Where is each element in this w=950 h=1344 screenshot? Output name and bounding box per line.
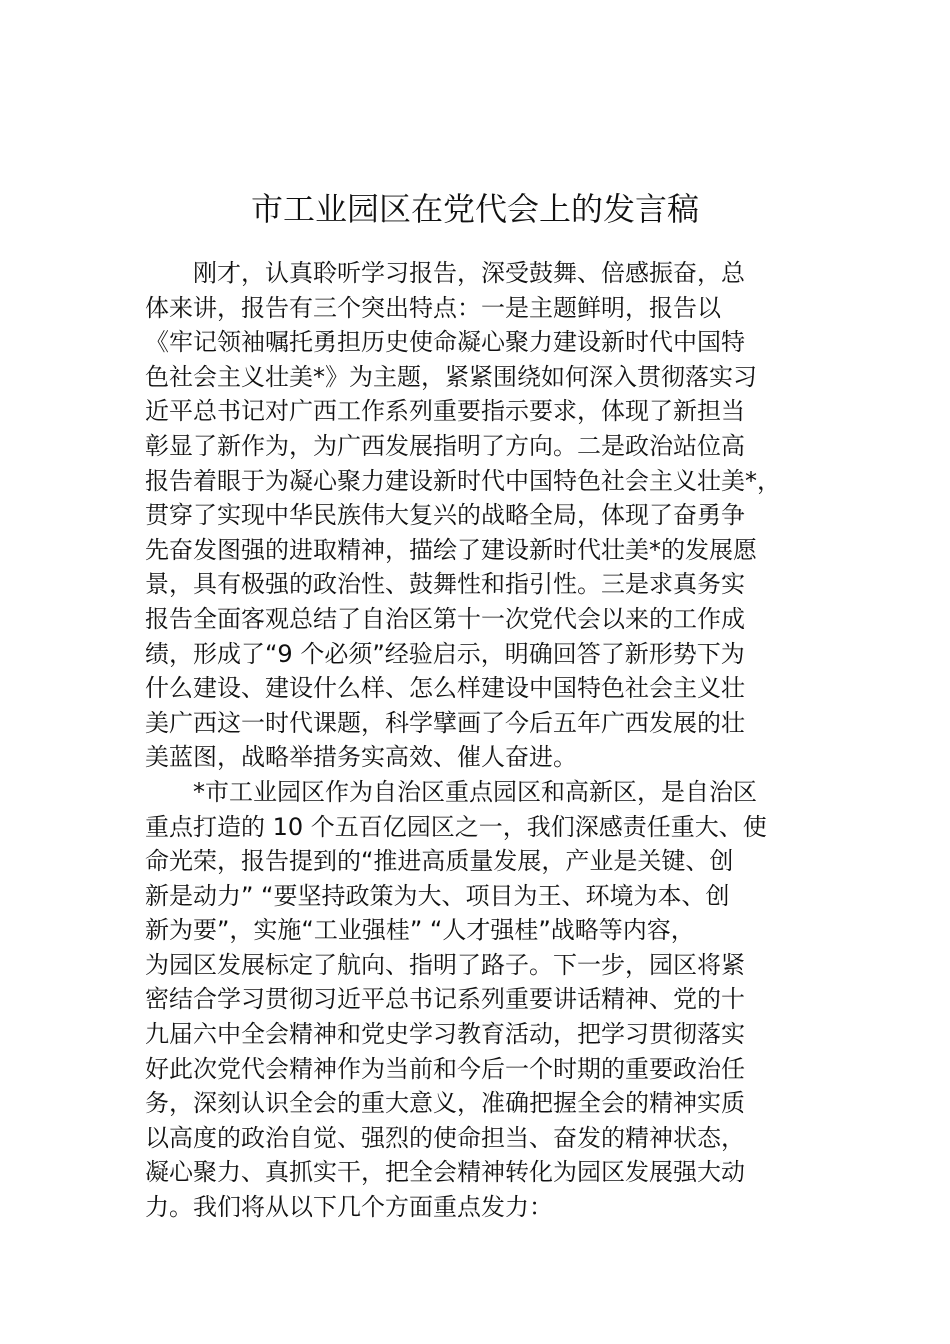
paragraph-line: 先奋发图强的进取精神，描绘了建设新时代壮美*的发展愿 [145, 535, 757, 564]
paragraph-line: 彰显了新作为，为广西发展指明了方向。二是政治站位高 [145, 431, 745, 460]
paragraph-line: 报告全面客观总结了自治区第十一次党代会以来的工作成 [145, 604, 745, 633]
paragraph-line: 新为要”，实施“工业强桂” “人才强桂”战略等内容， [145, 916, 695, 945]
paragraph-line: 新是动力” “要坚持政策为大、项目为王、环境为本、创 [145, 881, 730, 910]
paragraph-line: 务，深刻认识全会的重大意义，准确把握全会的精神实质 [145, 1089, 745, 1118]
paragraph-line: 密结合学习贯彻习近平总书记系列重要讲话精神、党的十 [145, 985, 745, 1014]
paragraph-line: 好此次党代会精神作为当前和今后一个时期的重要政治任 [145, 1054, 745, 1083]
paragraph-line: 以高度的政治自觉、强烈的使命担当、奋发的精神状态， [145, 1123, 745, 1152]
paragraph-line: 色社会主义壮美*》为主题，紧紧围绕如何深入贯彻落实习 [145, 362, 757, 391]
paragraph [145, 775, 820, 1225]
paragraph-line: 《牢记领袖嘱托勇担历史使命凝心聚力建设新时代中国特 [145, 328, 745, 357]
paragraph-line: 九届六中全会精神和党史学习教育活动，把学习贯彻落实 [145, 1020, 745, 1049]
paragraph [145, 256, 820, 775]
paragraph-line: 力。我们将从以下几个方面重点发力： [145, 1193, 553, 1222]
paragraph-line: 重点打造的 10 个五百亿园区之一，我们深感责任重大、使 [145, 812, 767, 841]
paragraph-line: 命光荣，报告提到的“推进高质量发展，产业是关键、创 [145, 847, 734, 876]
paragraph-line: 美蓝图，战略举措务实高效、催人奋进。 [145, 743, 577, 772]
paragraph-line: 刚才，认真聆听学习报告，深受鼓舞、倍感振奋，总 [193, 259, 745, 287]
document-body [145, 256, 820, 1225]
paragraph-line: 报告着眼于为凝心聚力建设新时代中国特色社会主义壮美*， [145, 466, 781, 495]
paragraph-line: 景，具有极强的政治性、鼓舞性和指引性。三是求真务实 [145, 570, 745, 599]
paragraph-line: 为园区发展标定了航向、指明了路子。下一步，园区将紧 [145, 950, 745, 979]
paragraph-line: 体来讲，报告有三个突出特点：一是主题鲜明，报告以 [145, 293, 721, 322]
paragraph-line: 贯穿了实现中华民族伟大复兴的战略全局，体现了奋勇争 [145, 501, 745, 530]
paragraph-line: 什么建设、建设什么样、怎么样建设中国特色社会主义壮 [145, 674, 745, 703]
paragraph-line: *市工业园区作为自治区重点园区和高新区，是自治区 [193, 777, 757, 806]
paragraph-line: 凝心聚力、真抓实干，把全会精神转化为园区发展强大动 [145, 1158, 745, 1187]
paragraph-line: 美广西这一时代课题，科学擘画了今后五年广西发展的壮 [145, 708, 745, 737]
document-title: 市工业园区在党代会上的发言稿 [250, 190, 699, 229]
paragraph-line: 近平总书记对广西工作系列重要指示要求，体现了新担当 [145, 397, 745, 426]
paragraph-line: 绩，形成了“9 个必须”经验启示，明确回答了新形势下为 [145, 639, 745, 668]
